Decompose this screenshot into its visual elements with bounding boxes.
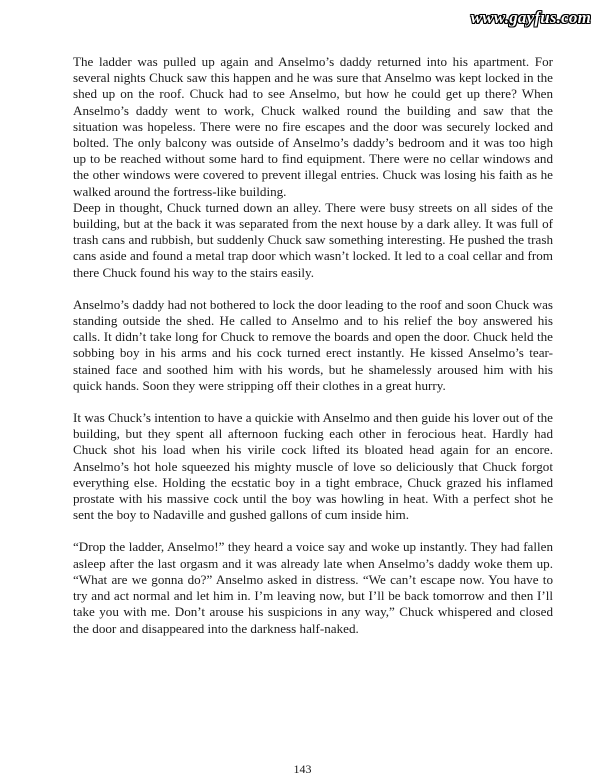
paragraph-4: It was Chuck’s intention to have a quickie with Anselmo and then guide his lover out of the building, but they spent all afternoon fucking each other in ferocious heat. Hardly had Chuck shot his load when his virile cock lifted its bloated head again for an encore. Anselmo’s hot hole squeezed his mighty muscle of love so deliciously that Chuck forgot everything else. Holding the ecstatic boy in a tight embrace, Chuck grazed his inflamed prostate with his massive cock until the boy was howling in heat. With a perfect shot he sent the boy to Nadaville and gushed gallons of cum inside him. xyxy=(73,410,553,523)
paragraph-5: “Drop the ladder, Anselmo!” they heard a voice say and woke up instantly. They had fallen asleep after the last orgasm and it was already late when Anselmo’s daddy woke them up. “What are we gonna do?” Anselmo asked in distress. “We can’t escape now. You have to try and act normal and let him in. I’m leaving now, but I’ll be back tomorrow and then I’ll take you with me. Don’t arouse his suspicions in any way,” Chuck whispered and closed the door and disappeared into the darkness half-naked. xyxy=(73,539,553,636)
page-number: 143 xyxy=(293,762,312,776)
page-body xyxy=(73,54,553,637)
paragraph-2: Deep in thought, Chuck turned down an alley. There were busy streets on all sides of the building, but at the back it was separated from the next house by a dark alley. It was full of trash cans and rubbish, but suddenly Chuck saw something interesting. He pushed the trash cans aside and found a metal trap door which wasn’t locked. It led to a coal cellar and from there Chuck found his way to the stairs easily. xyxy=(73,199,553,280)
paragraph-3: Anselmo’s daddy had not bothered to lock the door leading to the roof and soon Chuck was standing outside the shed. He called to Anselmo and to his relief the boy answered his calls. It didn’t take long for Chuck to remove the boards and open the door. Chuck held the sobbing boy in his arms and his cock turned erect instantly. He kissed Anselmo’s tear-stained face and soothed him with his words, but he shamelessly aroused him with his quick hands. Soon they were stripping off their clothes in a great hurry. xyxy=(73,296,553,393)
paragraph-1: The ladder was pulled up again and Anselmo’s daddy returned into his apartment. For several nights Chuck saw this happen and he was sure that Anselmo was kept locked in the shed up on the roof. Chuck had to see Anselmo, but how he could get up there? When Anselmo’s daddy went to work, Chuck walked round the building and saw that the situation was hopeless. There were no fire escapes and the door was securely locked and bolted. The only balcony was outside of Anselmo’s daddy’s bedroom and it was too high up to be reached without some hard to find equipment. There were no cellar windows and the other windows were covered to prevent illegal entries. Chuck was losing his faith as he walked around the fortress-like building. xyxy=(73,54,553,199)
watermark: www.gayfus.com xyxy=(470,8,591,27)
